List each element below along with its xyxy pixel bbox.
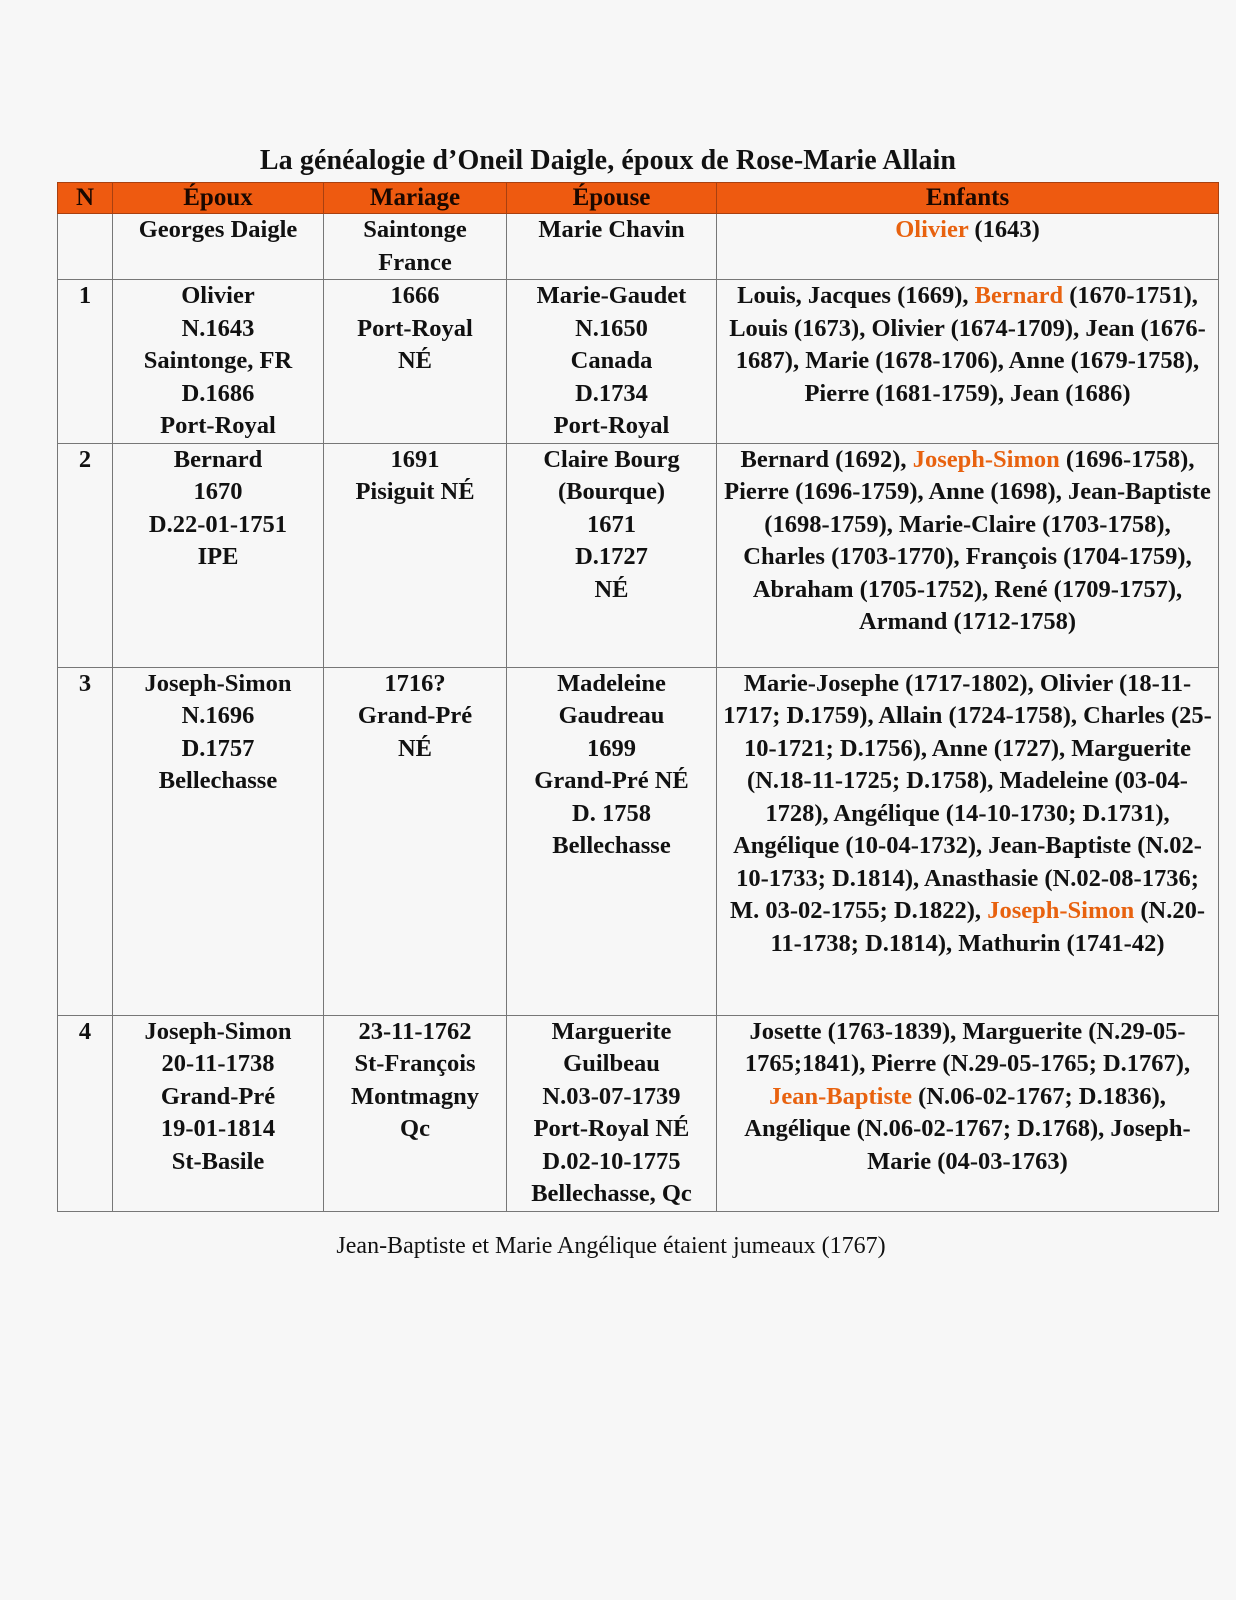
children-text: Louis, Jacques (1669), bbox=[737, 282, 975, 309]
children-text: (N.06-02-1767; D.1836), Angélique (N.06-02-1767; D.1768), Joseph-Marie (04-03-1763) bbox=[744, 1082, 1191, 1175]
footer-note bbox=[0, 1232, 1236, 1260]
cell-enfants bbox=[717, 1015, 1219, 1211]
genealogy-table bbox=[57, 182, 1219, 1212]
cell-enfants bbox=[717, 667, 1219, 1015]
cell-epouse: Marguerite Guilbeau N.03-07-1739 Port-Royal NÉ D.02-10-1775 Bellechasse, Qc bbox=[507, 1015, 717, 1211]
cell-enfants bbox=[717, 214, 1219, 280]
cell-n: 2 bbox=[58, 443, 113, 667]
child-name-highlighted: Jean-Baptiste bbox=[769, 1082, 913, 1110]
cell-enfants bbox=[717, 280, 1219, 444]
header-n: N bbox=[58, 183, 113, 214]
cell-mariage: 1716? Grand-Pré NÉ bbox=[324, 667, 507, 1015]
cell-epoux: Joseph-Simon N.1696 D.1757 Bellechasse bbox=[113, 667, 324, 1015]
cell-mariage: 1666 Port-Royal NÉ bbox=[324, 280, 507, 444]
table-row bbox=[58, 280, 1219, 444]
header-mariage: Mariage bbox=[324, 183, 507, 214]
cell-enfants bbox=[717, 443, 1219, 667]
children-text: Josette (1763-1839), Marguerite (N.29-05-1765;1841), Pierre (N.29-05-1765; D.1767), bbox=[744, 1017, 1191, 1077]
cell-n: 4 bbox=[58, 1015, 113, 1211]
cell-epouse: Claire Bourg (Bourque) 1671 D.1727 NÉ bbox=[507, 443, 717, 667]
table-header-row bbox=[58, 183, 1219, 214]
cell-epoux: Joseph-Simon 20-11-1738 Grand-Pré 19-01-1814 St-Basile bbox=[113, 1015, 324, 1211]
cell-epouse: Madeleine Gaudreau 1699 Grand-Pré NÉ D. 1758 Bellechasse bbox=[507, 667, 717, 1015]
children-text: (1696-1758), Pierre (1696-1759), Anne (1698), Jean-Baptiste (1698-1759), Marie-Claire (1703-1758), Charles (1703-1770), François (1704-1759), Abraham (1705-1752), René (1709-1757), Armand (1712-1758) bbox=[724, 445, 1211, 635]
header-enfants: Enfants bbox=[717, 183, 1219, 214]
table-row bbox=[58, 1015, 1219, 1211]
children-text: (1670-1751), Louis (1673), Olivier (1674-1709), Jean (1676-1687), Marie (1678-1706), Anne (1679-1758), Pierre (1681-1759), Jean (1686) bbox=[729, 282, 1206, 407]
cell-epouse: Marie Chavin bbox=[507, 214, 717, 280]
child-name-highlighted: Joseph-Simon bbox=[987, 897, 1135, 924]
cell-epoux: Olivier N.1643 Saintonge, FR D.1686 Port-Royal bbox=[113, 280, 324, 444]
children-text: (N.20-11-1738; D.1814), Mathurin (1741-42) bbox=[770, 897, 1205, 957]
child-name-highlighted: Joseph-Simon bbox=[912, 445, 1060, 473]
cell-epouse: Marie-Gaudet N.1650 Canada D.1734 Port-Royal bbox=[507, 280, 717, 444]
cell-n: 1 bbox=[58, 280, 113, 444]
cell-mariage: Saintonge France bbox=[324, 214, 507, 280]
cell-n bbox=[58, 214, 113, 280]
cell-epoux: Georges Daigle bbox=[113, 214, 324, 280]
footer-note-text: Jean-Baptiste et Marie Angélique étaient jumeaux (1767) bbox=[336, 1233, 886, 1259]
children-text: (1643) bbox=[968, 216, 1040, 243]
page-title bbox=[0, 145, 1236, 177]
table-row bbox=[58, 443, 1219, 667]
header-epoux: Époux bbox=[113, 183, 324, 214]
cell-n: 3 bbox=[58, 667, 113, 1015]
page-title-text: La généalogie d’Oneil Daigle, époux de Rose-Marie Allain bbox=[259, 145, 957, 176]
children-text: Marie-Josephe (1717-1802), Olivier (18-11-1717; D.1759), Allain (1724-1758), Charles (25-10-1721; D.1756), Anne (1727), Marguerite (N.18-11-1725; D.1758), Madeleine (03-04-1728), Angélique (14-10-1730; D.1731), Angélique (10-04-1732), Jean-Baptiste (N.02-10-1733; D.1814), Anasthasie (N.02-08-1736; M. 03-02-1755; D.1822), bbox=[723, 669, 1212, 924]
table-row bbox=[58, 214, 1219, 280]
children-text: Bernard (1692), bbox=[740, 445, 913, 473]
header-epouse: Épouse bbox=[507, 183, 717, 214]
cell-mariage: 1691 Pisiguit NÉ bbox=[324, 443, 507, 667]
child-name-highlighted: Olivier bbox=[895, 216, 969, 243]
cell-epoux: Bernard 1670 D.22-01-1751 IPE bbox=[113, 443, 324, 667]
table-row bbox=[58, 667, 1219, 1015]
cell-mariage: 23-11-1762 St-François Montmagny Qc bbox=[324, 1015, 507, 1211]
child-name-highlighted: Bernard bbox=[974, 282, 1064, 309]
